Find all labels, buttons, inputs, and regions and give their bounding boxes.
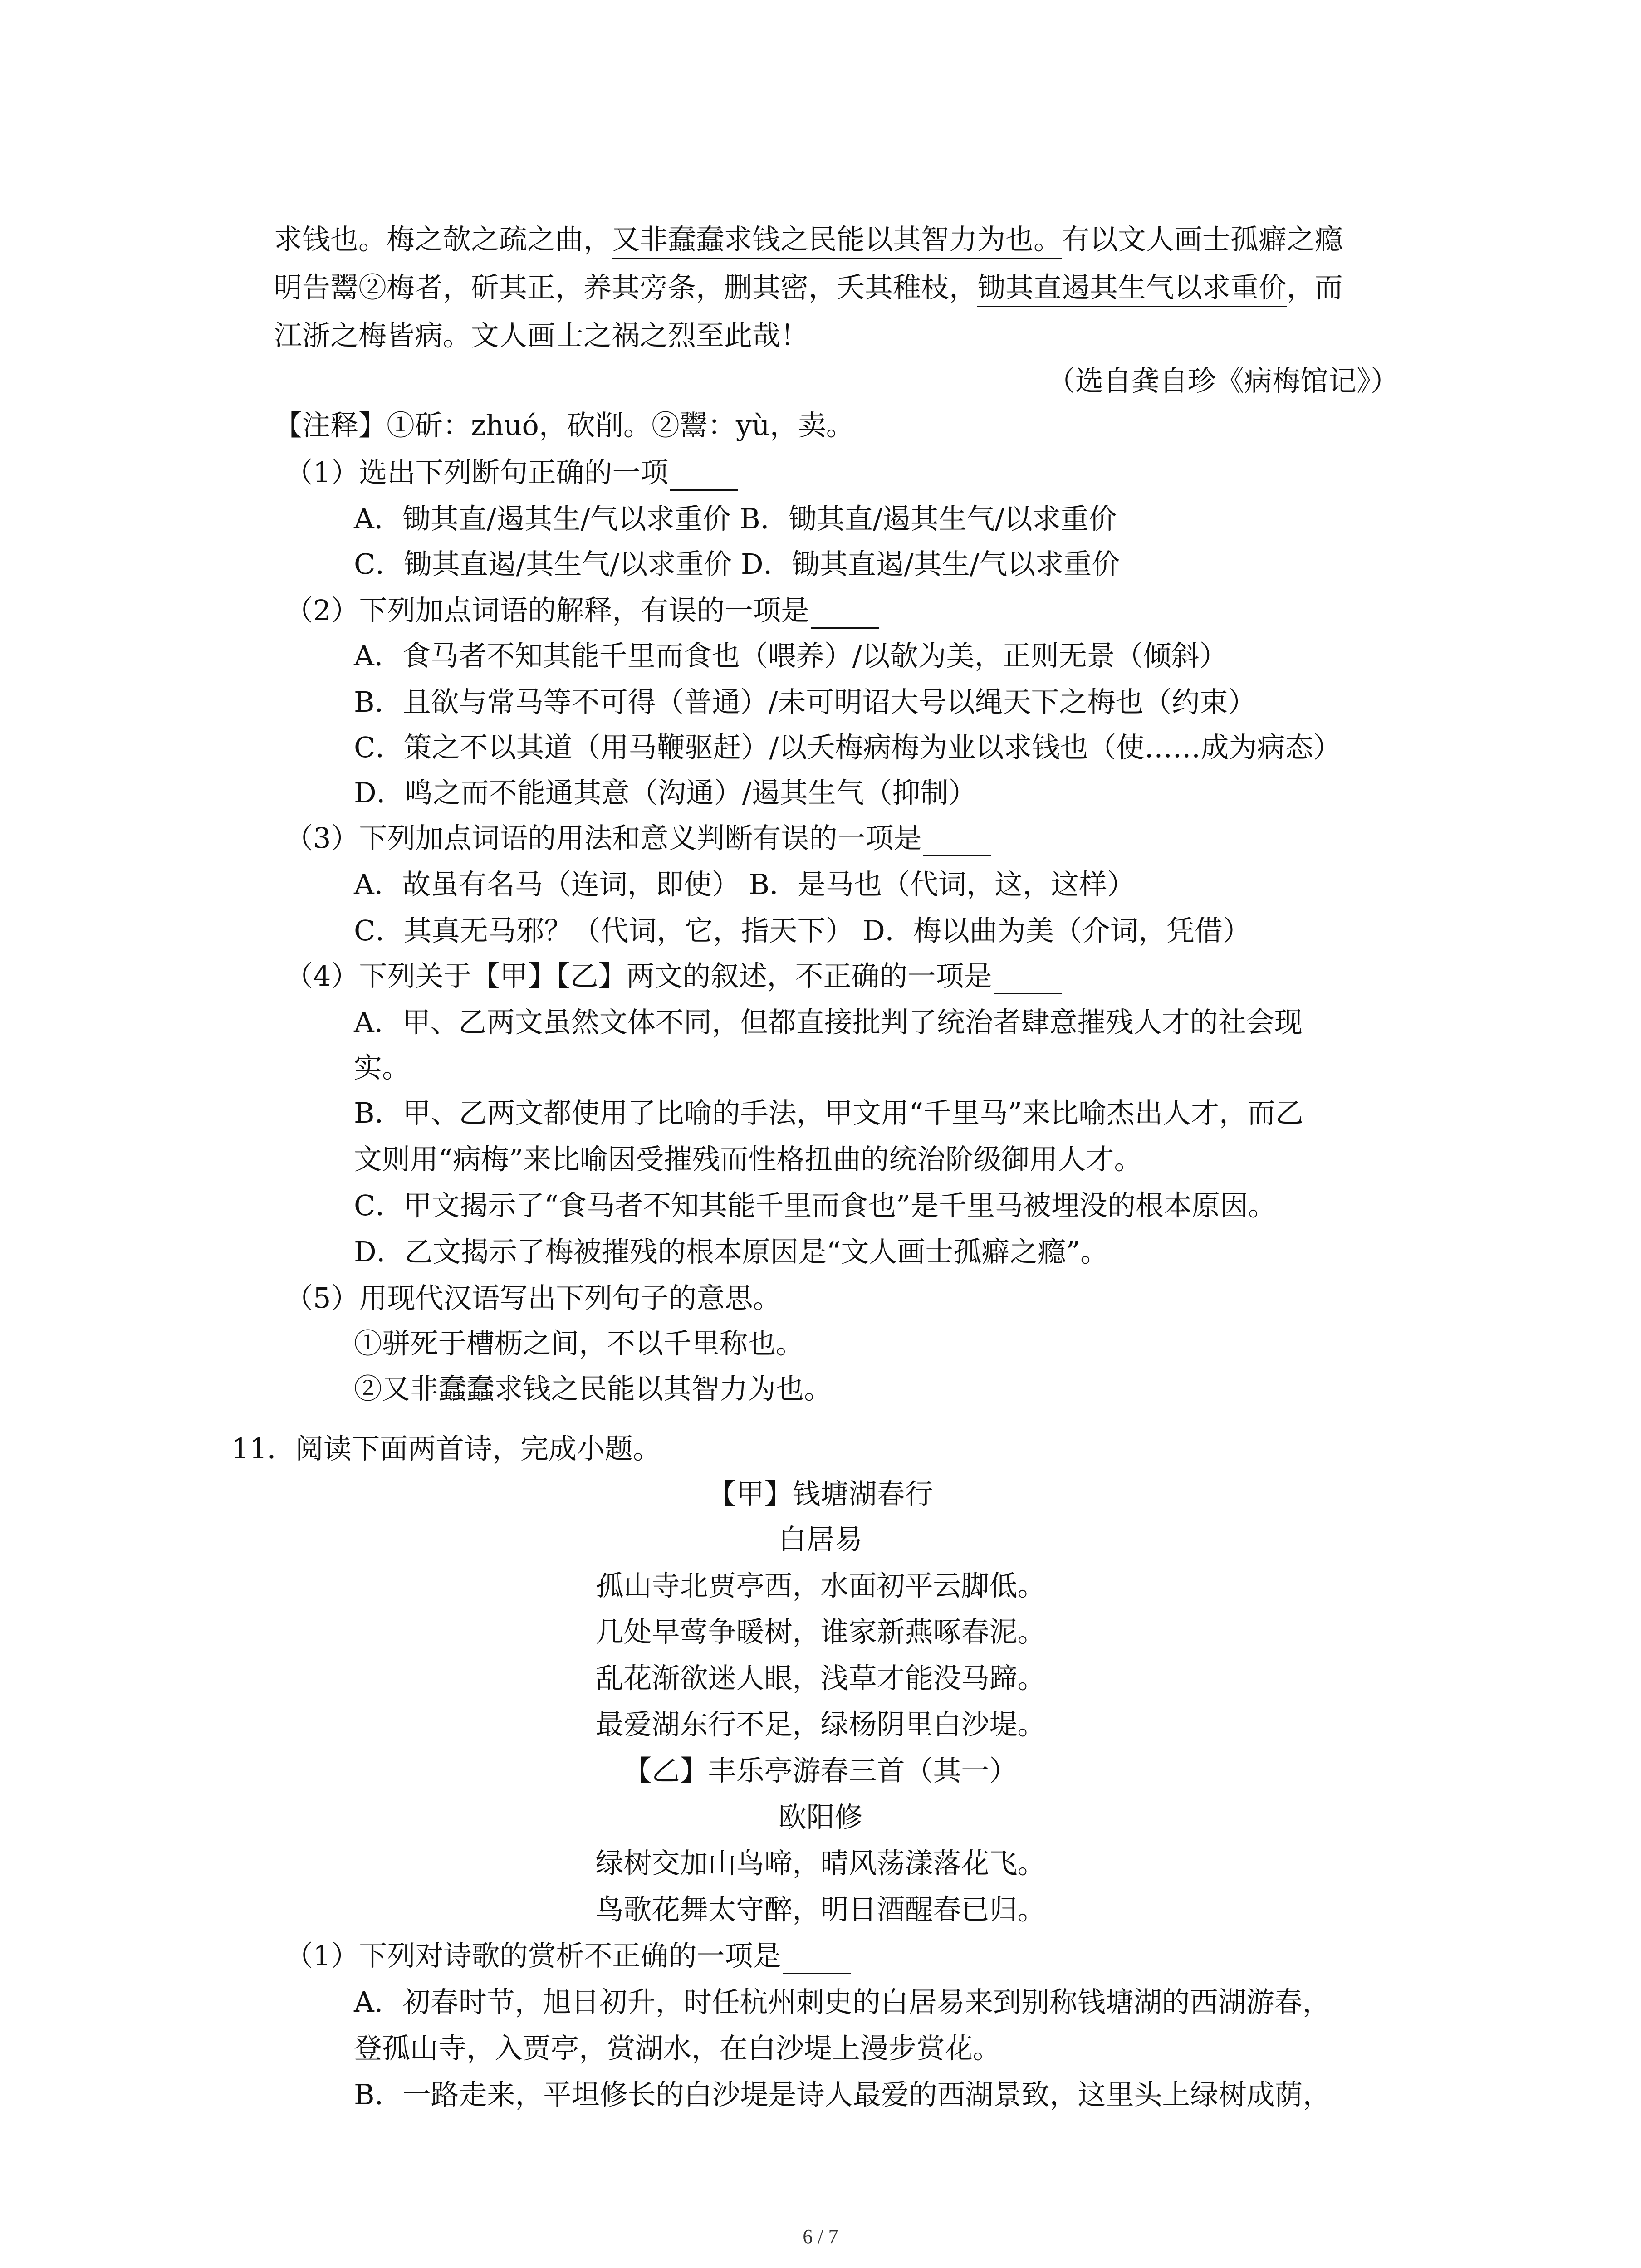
- question-11: 11．阅读下面两首诗，完成小题。: [231, 1432, 661, 1465]
- poem-2-title: 【乙】丰乐亭游春三首（其一）: [623, 1754, 1018, 1787]
- passage-source: （选自龚自珍《病梅馆记》）: [1047, 364, 1399, 397]
- q5-sentence-1: ①骈死于槽枥之间，不以千里称也。: [354, 1327, 804, 1360]
- q1-options-row-2: C．锄其直遏/其生气/以求重价 D．锄其直遏/其生/气以求重价: [354, 547, 1120, 581]
- passage-text: 求钱也。梅之欹之疏之曲，: [274, 223, 612, 256]
- q2-option-b: B．且欲与常马等不可得（普通）/未可明诏大号以绳天下之梅也（约束）: [354, 685, 1256, 719]
- q11-1-option-a-line-2: 登孤山寺，入贾亭，赏湖水，在白沙堤上漫步赏花。: [354, 2032, 1001, 2065]
- question-stem: （2）下列加点词语的解释，有误的一项是: [285, 594, 809, 627]
- q11-1-option-b-line-1: B．一路走来，平坦修长的白沙堤是诗人最爱的西湖景致，这里头上绿树成荫，: [354, 2078, 1331, 2111]
- poem-1-line: 孤山寺北贾亭西，水面初平云脚低。: [595, 1569, 1046, 1602]
- passage-line-1: [274, 221, 1343, 258]
- question-2: [285, 592, 879, 629]
- q4-option-b-line-2: 文则用“病梅”来比喻因受摧残而性格扭曲的统治阶级御用人才。: [354, 1143, 1142, 1176]
- answer-blank[interactable]: [923, 827, 991, 856]
- question-1: [285, 455, 738, 491]
- poem-1-line: 乱花渐欲迷人眼，浅草才能没马蹄。: [595, 1662, 1046, 1695]
- question-stem: （3）下列加点词语的用法和意义判断有误的一项是: [285, 821, 922, 855]
- q1-options-row-1: A．锄其直/遏其生/气以求重价 B．锄其直/遏其生气/以求重价: [354, 502, 1117, 535]
- underlined-phrase: 其生气以求重价: [1090, 271, 1287, 307]
- q4-option-c: C．甲文揭示了“食马者不知其能千里而食也”是千里马被埋没的根本原因。: [354, 1189, 1276, 1222]
- poem-1-author: 白居易: [778, 1523, 863, 1556]
- poem-1-line: 几处早莺争暖树，谁家新燕啄春泥。: [595, 1615, 1046, 1648]
- q3-options-row-1: A．故虽有名马（连词，即使） B．是马也（代词，这，这样）: [354, 868, 1136, 901]
- underlined-sentence: 又非蠢蠢求钱之民能以其智力为也。: [612, 223, 1062, 259]
- question-11-1: [285, 1938, 851, 1974]
- q4-option-d: D．乙文揭示了梅被摧残的根本原因是“文人画士孤癖之瘾”。: [354, 1235, 1109, 1268]
- passage-text: ，而: [1287, 271, 1343, 304]
- poem-1-title: 【甲】钱塘湖春行: [708, 1477, 933, 1510]
- underlined-phrase: 锄其直遏: [977, 271, 1090, 307]
- poem-1-line: 最爱湖东行不足，绿杨阴里白沙堤。: [595, 1708, 1046, 1741]
- q11-1-option-a-line-1: A．初春时节，旭日初升，时任杭州刺史的白居易来到别称钱塘湖的西湖游春，: [354, 1985, 1331, 2019]
- question-5: （5）用现代汉语写出下列句子的意思。: [285, 1281, 781, 1315]
- q2-option-d: D．鸣之而不能通其意（沟通）/遏其生气（抑制）: [354, 776, 977, 809]
- q2-option-c: C．策之不以其道（用马鞭驱赶）/以夭梅病梅为业以求钱也（使……成为病态）: [354, 731, 1342, 764]
- q3-options-row-2: C．其真无马邪？（代词，它，指天下） D．梅以曲为美（介词，凭借）: [354, 914, 1251, 947]
- q2-option-a: A．食马者不知其能千里而食也（喂养）/以欹为美，正则无景（倾斜）: [354, 639, 1228, 672]
- question-stem: （4）下列关于【甲】【乙】两文的叙述，不正确的一项是: [285, 959, 992, 992]
- poem-2-author: 欧阳修: [778, 1800, 863, 1833]
- answer-blank[interactable]: [783, 1945, 851, 1974]
- question-4: [285, 958, 1062, 994]
- passage-line-3: 江浙之梅皆病。文人画士之祸之烈至此哉！: [274, 319, 809, 352]
- passage-line-2: [274, 269, 1343, 306]
- passage-note: 【注释】①斫：zhuó，砍削。②鬻：yù，卖。: [274, 409, 854, 442]
- poem-2-line: 鸟歌花舞太守醉，明日酒醒春已归。: [595, 1893, 1046, 1926]
- q4-option-a-line-2: 实。: [354, 1051, 411, 1084]
- page-number: 6 / 7: [803, 2225, 838, 2248]
- question-stem: （1）下列对诗歌的赏析不正确的一项是: [285, 1939, 781, 1972]
- q4-option-a-line-1: A．甲、乙两文虽然文体不同，但都直接批判了统治者肆意摧残人才的社会现: [354, 1006, 1303, 1039]
- passage-text: 明告鬻②梅者，斫其正，养其旁条，删其密，夭其稚枝，: [274, 271, 978, 304]
- q4-option-b-line-1: B．甲、乙两文都使用了比喻的手法，甲文用“千里马”来比喻杰出人才，而乙: [354, 1096, 1303, 1129]
- answer-blank[interactable]: [994, 965, 1062, 994]
- question-stem: （1）选出下列断句正确的一项: [285, 456, 669, 489]
- passage-text: 有以文人画士孤癖之瘾: [1062, 223, 1343, 256]
- answer-blank[interactable]: [670, 461, 738, 491]
- answer-blank[interactable]: [811, 599, 879, 629]
- q5-sentence-2: ②又非蠢蠢求钱之民能以其智力为也。: [354, 1372, 833, 1405]
- poem-2-line: 绿树交加山鸟啼，晴风荡漾落花飞。: [595, 1847, 1046, 1880]
- question-3: [285, 820, 991, 856]
